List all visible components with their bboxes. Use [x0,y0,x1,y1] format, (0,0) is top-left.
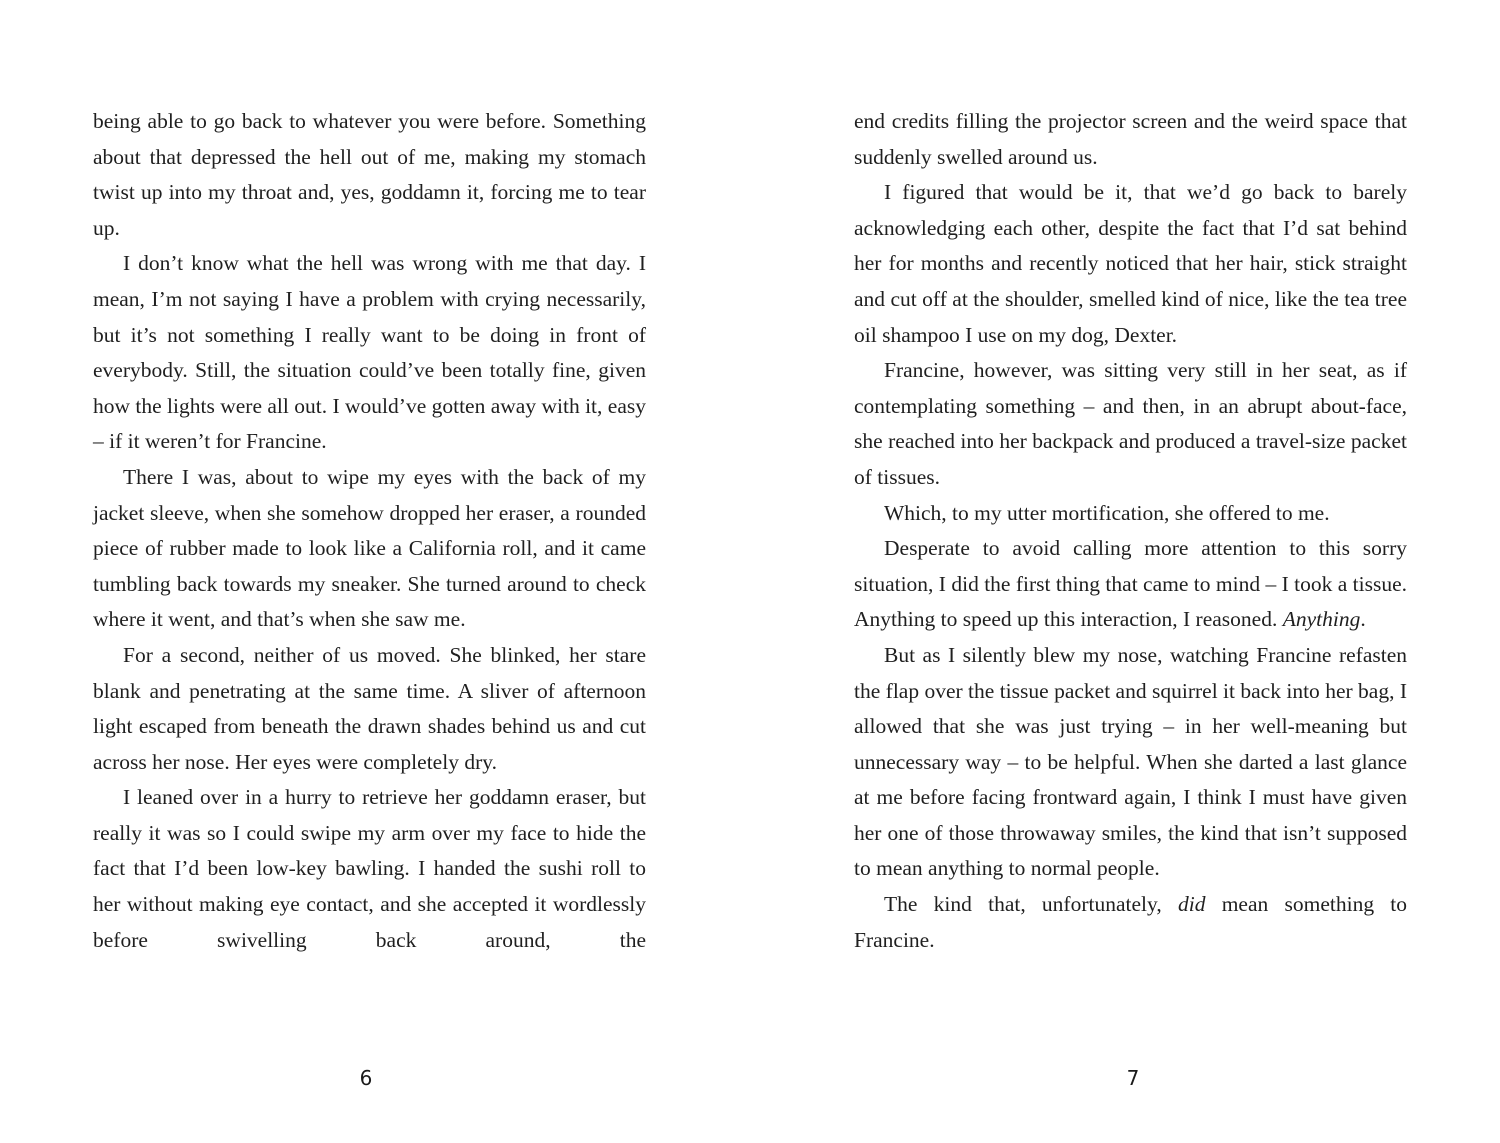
paragraph: There I was, about to wipe my eyes with the back of my jacket sleeve, when she somehow dropped her eraser, a rounded piece of rubber made to look like a California roll, and it came tumbling back towards my sneaker. She turned around to check where it went, and that’s when she saw me. [93,464,646,632]
paragraph: being able to go back to whatever you were before. Something about that depressed the hell out of me, making my stomach twist up into my throat and, yes, goddamn it, forcing me to tear up. [93,109,646,240]
paragraph-text: The kind that, unfortunately, [884,892,1162,917]
emphasis-text: Anything [1282,607,1361,632]
paragraph: I figured that would be it, that we’d go back to barely acknowledging each other, despite the fact that I’d sat behind her for months and recently noticed that her hair, stick straight and cut off at the shoulder, smelled kind of nice, like the tea tree oil shampoo I use on my dog, Dexter. [854,180,1407,347]
page-number-right: 7 [1126,1066,1140,1090]
page-number-left: 6 [359,1066,373,1090]
left-page [93,104,646,958]
paragraph: But as I silently blew my nose, watching Francine refasten the flap over the tissue packet and squirrel it back into her bag, I allowed that she was just trying – in her well-meaning but unnecessary way – to be helpful. When she darted a last glance at me before facing frontward again, I think I must have given her one of those throwaway smiles, the kind that isn’t supposed to mean anything to normal people. [854,642,1407,881]
paragraph: Which, to my utter mortification, she offered to me. [884,500,1330,525]
paragraph [854,887,1407,958]
paragraph: For a second, neither of us moved. She blinked, her stare blank and penetrating at the same time. A sliver of afternoon light escaped from beneath the drawn shades behind us and cut across her nose. Her eyes were completely dry. [93,642,646,774]
emphasis-text: did [1177,892,1206,917]
paragraph: Francine, however, was sitting very still in her seat, as if contemplating something – and then, in an abrupt about-face, she reached into her backpack and produced a travel-size packet of tissues. [854,358,1407,489]
paragraph: end credits filling the projector screen and the weird space that suddenly swelled around us. [854,109,1407,169]
paragraph-text: mean something to Francine. [854,892,1408,952]
paragraph: I leaned over in a hurry to retrieve her goddamn eraser, but really it was so I could swipe my arm over my face to hide the fact that I’d been low-key bawling. I handed the sushi roll to her without making eye contact, and she accepted it wordlessly before swivelling back around, the [93,785,646,952]
right-page [854,104,1407,958]
paragraph: I don’t know what the hell was wrong with me that day. I mean, I’m not saying I have a problem with crying necessarily, but it’s not something I really want to be doing in front of everybody. Still, the situation could’ve been totally fine, given how the lights were all out. I would’ve gotten away with it, easy – if it weren’t for Francine. [93,251,646,454]
paragraph-text: Desperate to avoid calling more attention to this sorry situation, I did the first thing that came to mind – I took a tissue. Anything to speed up this interaction, I reasoned. [854,536,1407,632]
paragraph-text: . [1360,607,1366,632]
paragraph [854,531,1407,638]
